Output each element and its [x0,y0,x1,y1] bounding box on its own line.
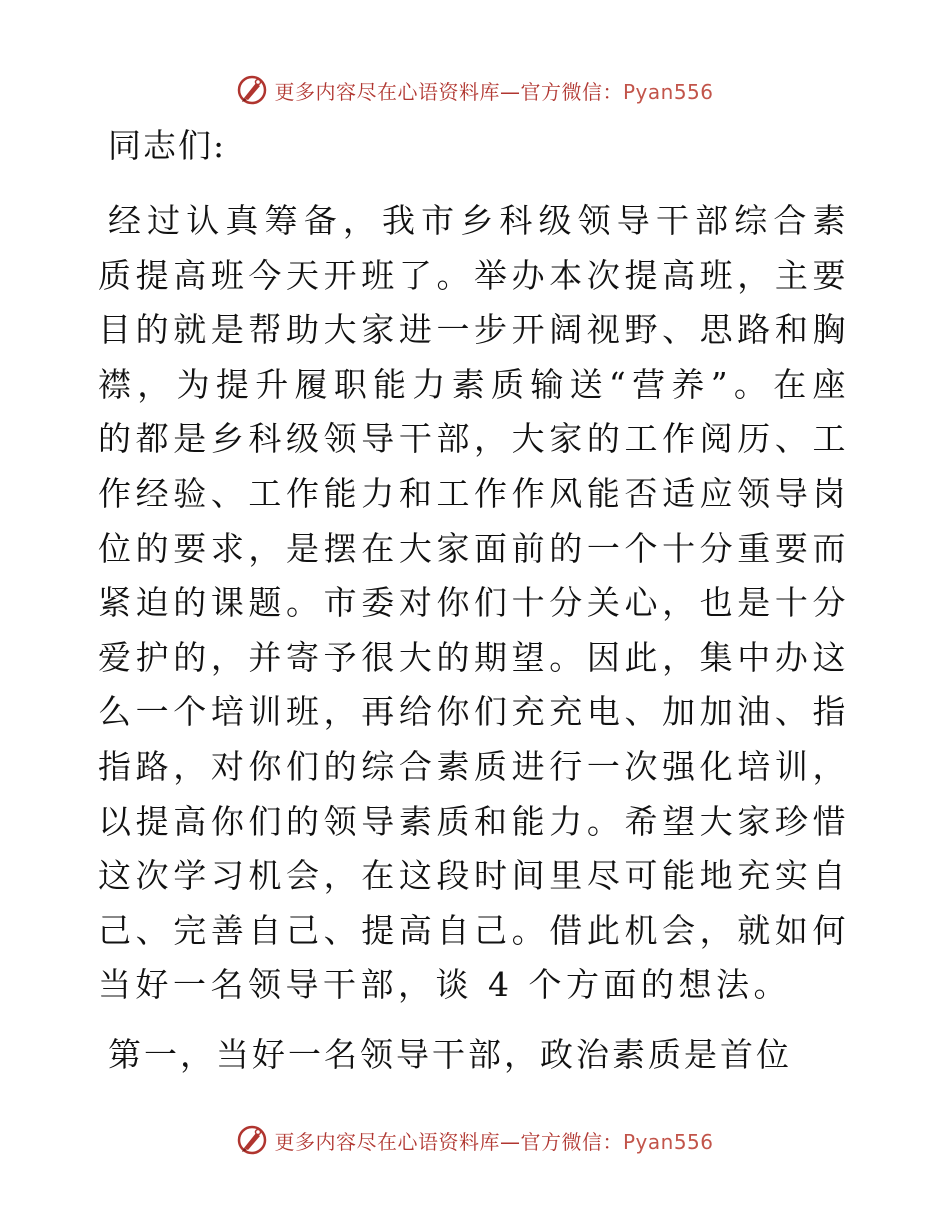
watermark-text [274,76,713,105]
header-watermark-banner [0,70,950,110]
footer-watermark-banner [0,1120,950,1160]
section-heading: 第一，当好一名领导干部，政治素质是首位 [108,1035,792,1074]
watermark-wechat-id: Pyan556 [622,1129,714,1154]
greeting: 同志们: [108,126,227,165]
pen-in-circle-logo-icon [236,74,268,106]
watermark-text [274,1126,713,1155]
watermark-wechat-id: Pyan556 [622,79,714,104]
watermark-main-text: 更多内容尽在心语资料库—官方微信： [274,1129,623,1154]
pen-in-circle-logo-icon [236,1124,268,1156]
body-paragraph: 经过认真筹备，我市乡科级领导干部综合素质提高班今天开班了。举办本次提高班，主要目的就是帮助大家进一步开阔视野、思路和胸襟，为提升履职能力素质输送“营养”。在座的都是乡科级领导干部，大家的工作阅历、工作经验、工作能力和工作作风能否适应领导岗位的要求，是摆在大家面前的一个十分重要而紧迫的课题。市委对你们十分关心，也是十分爱护的，并寄予很大的期望。因此，集中办这么一个培训班，再给你们充充电、加加油、指指路，对你们的综合素质进行一次强化培训，以提高你们的领导素质和能力。希望大家珍惜这次学习机会，在这段时间里尽可能地充实自己、完善自己、提高自己。借此机会，就如何当好一名领导干部，谈 4 个方面的想法。 [98,201,850,1005]
watermark-main-text: 更多内容尽在心语资料库—官方微信： [274,79,623,104]
